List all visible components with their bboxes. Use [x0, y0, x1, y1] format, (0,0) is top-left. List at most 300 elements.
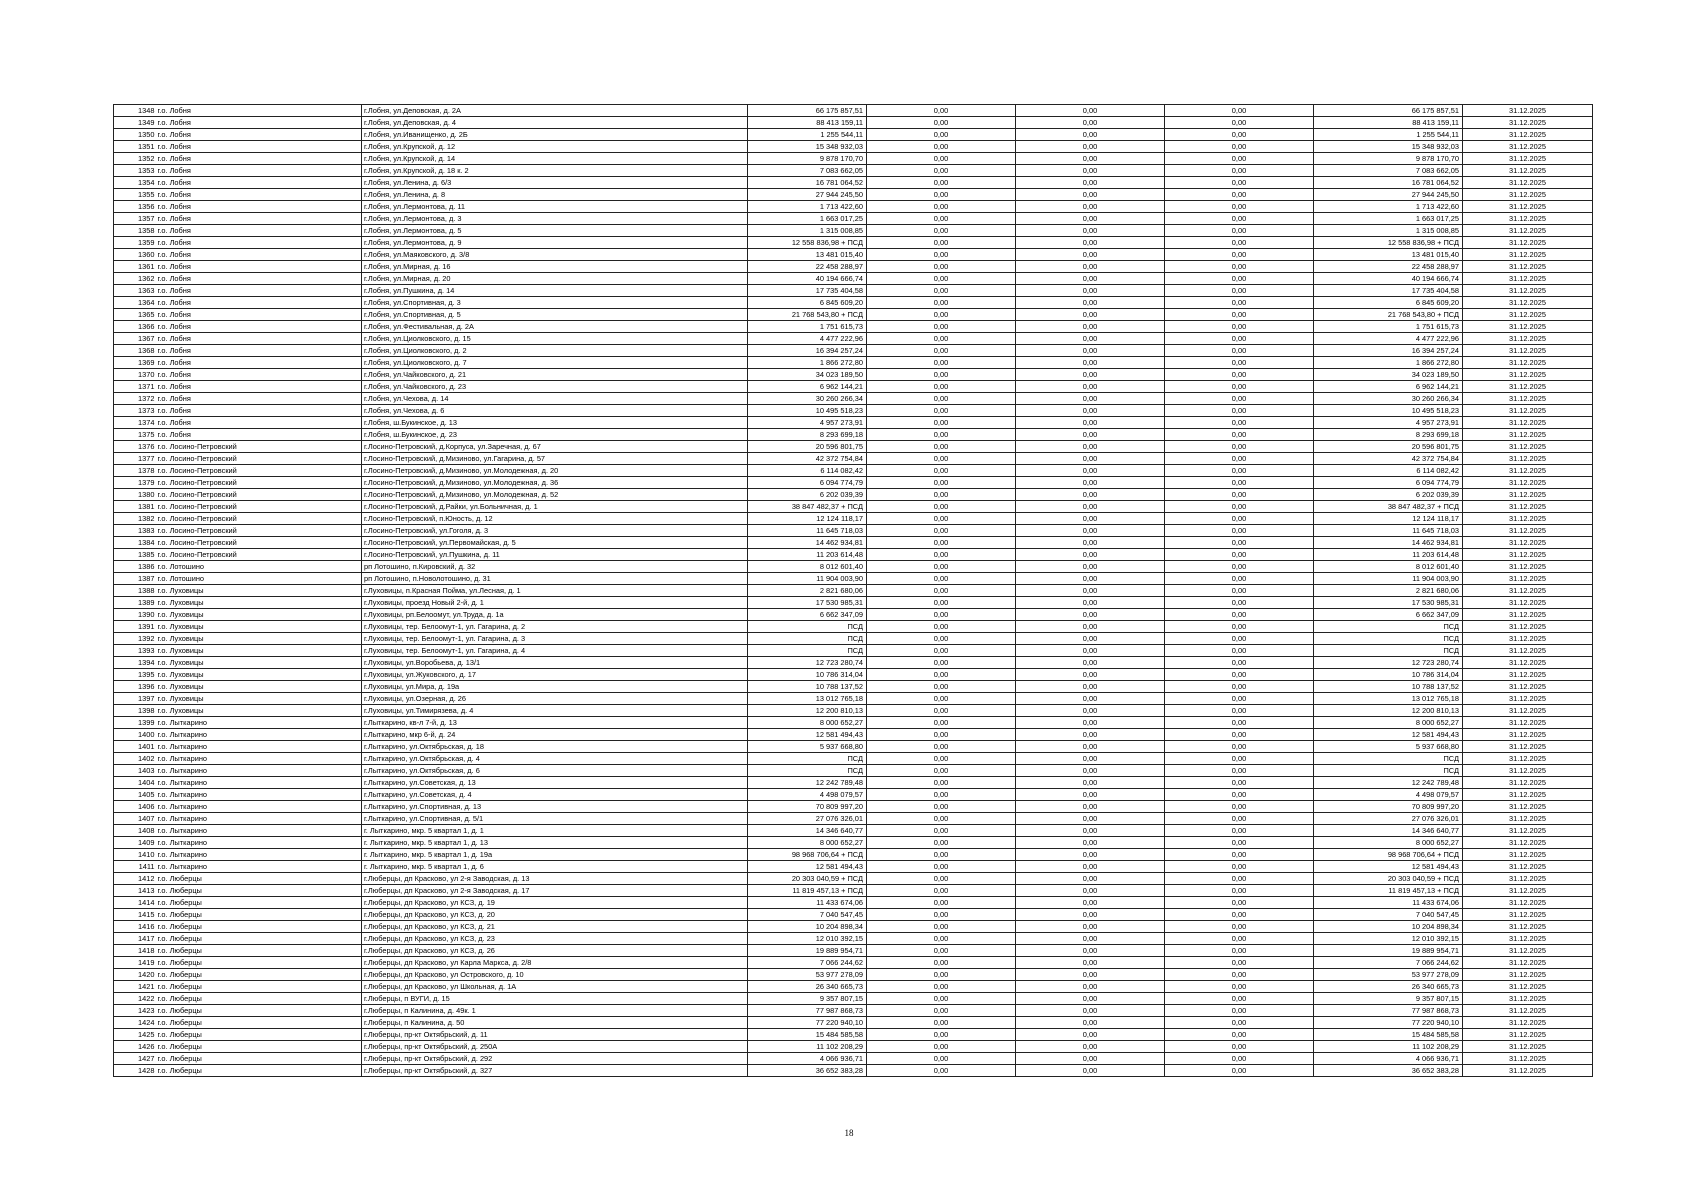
municipality-cell: г.о. Лосино-Петровский — [157, 477, 362, 489]
cost-owners-cell: 10 495 518,23 — [1314, 405, 1463, 417]
address-cell: г.Лыткарино, ул.Октябрьская, д. 18 — [362, 741, 748, 753]
completion-date-cell: 31.12.2025 — [1463, 177, 1593, 189]
cost-local-cell: 0,00 — [1165, 645, 1314, 657]
cost-owners-cell: 40 194 666,74 — [1314, 273, 1463, 285]
cost-federal-cell: 0,00 — [867, 321, 1016, 333]
cost-regional-cell: 0,00 — [1016, 741, 1165, 753]
address-cell: г.Лосино-Петровский, д.Мизиново, ул.Молодежная, д. 20 — [362, 465, 748, 477]
table-row — [114, 117, 1593, 129]
cost-federal-cell: 0,00 — [867, 117, 1016, 129]
row-number-cell: 1410 — [114, 849, 157, 861]
completion-date-cell: 31.12.2025 — [1463, 741, 1593, 753]
municipality-cell: г.о. Люберцы — [157, 921, 362, 933]
cost-federal-cell: 0,00 — [867, 981, 1016, 993]
address-cell: г.Лобня, ул.Ленина, д. 8 — [362, 189, 748, 201]
total-cost-cell: 1 713 422,60 — [748, 201, 867, 213]
row-number-cell: 1417 — [114, 933, 157, 945]
cost-local-cell: 0,00 — [1165, 657, 1314, 669]
total-cost-cell: 77 220 940,10 — [748, 1017, 867, 1029]
municipality-cell: г.о. Лосино-Петровский — [157, 549, 362, 561]
row-number-cell: 1388 — [114, 585, 157, 597]
table-row — [114, 177, 1593, 189]
cost-owners-cell: 30 260 266,34 — [1314, 393, 1463, 405]
total-cost-cell: 16 781 064,52 — [748, 177, 867, 189]
completion-date-cell: 31.12.2025 — [1463, 1041, 1593, 1053]
address-cell: г.Луховицы, рп.Белоомут, ул.Труда, д. 1а — [362, 609, 748, 621]
cost-federal-cell: 0,00 — [867, 357, 1016, 369]
table-row — [114, 693, 1593, 705]
total-cost-cell: 8 012 601,40 — [748, 561, 867, 573]
total-cost-cell: 12 581 494,43 — [748, 861, 867, 873]
table-row — [114, 585, 1593, 597]
address-cell: г.Лосино-Петровский, ул.Первомайская, д. 5 — [362, 537, 748, 549]
cost-local-cell: 0,00 — [1165, 741, 1314, 753]
cost-federal-cell: 0,00 — [867, 681, 1016, 693]
cost-owners-cell: 11 819 457,13 + ПСД — [1314, 885, 1463, 897]
table-row — [114, 237, 1593, 249]
address-cell: г.Люберцы, п Калинина, д. 50 — [362, 1017, 748, 1029]
cost-regional-cell: 0,00 — [1016, 453, 1165, 465]
address-cell: г.Луховицы, ул.Жуковского, д. 17 — [362, 669, 748, 681]
cost-owners-cell: 66 175 857,51 — [1314, 105, 1463, 117]
cost-owners-cell: 1 866 272,80 — [1314, 357, 1463, 369]
cost-local-cell: 0,00 — [1165, 777, 1314, 789]
row-number-cell: 1354 — [114, 177, 157, 189]
cost-local-cell: 0,00 — [1165, 1053, 1314, 1065]
municipality-cell: г.о. Лотошино — [157, 573, 362, 585]
completion-date-cell: 31.12.2025 — [1463, 309, 1593, 321]
table-row — [114, 441, 1593, 453]
address-cell: г.Луховицы, тер. Белоомут-1, ул. Гагарина, д. 2 — [362, 621, 748, 633]
cost-local-cell: 0,00 — [1165, 789, 1314, 801]
cost-local-cell: 0,00 — [1165, 525, 1314, 537]
cost-regional-cell: 0,00 — [1016, 381, 1165, 393]
row-number-cell: 1350 — [114, 129, 157, 141]
address-cell: г.Лосино-Петровский, п.Юность, д. 12 — [362, 513, 748, 525]
table-row — [114, 489, 1593, 501]
row-number-cell: 1400 — [114, 729, 157, 741]
cost-regional-cell: 0,00 — [1016, 885, 1165, 897]
cost-federal-cell: 0,00 — [867, 201, 1016, 213]
address-cell: г.Люберцы, п Калинина, д. 49к. 1 — [362, 1005, 748, 1017]
row-number-cell: 1401 — [114, 741, 157, 753]
row-number-cell: 1397 — [114, 693, 157, 705]
cost-regional-cell: 0,00 — [1016, 213, 1165, 225]
table-row — [114, 645, 1593, 657]
cost-owners-cell: 6 094 774,79 — [1314, 477, 1463, 489]
row-number-cell: 1408 — [114, 825, 157, 837]
total-cost-cell: 1 315 008,85 — [748, 225, 867, 237]
cost-local-cell: 0,00 — [1165, 273, 1314, 285]
repair-schedule-table — [113, 104, 1593, 1077]
cost-owners-cell: 4 498 079,57 — [1314, 789, 1463, 801]
address-cell: г.Лобня, ул.Иванищенко, д. 2Б — [362, 129, 748, 141]
completion-date-cell: 31.12.2025 — [1463, 285, 1593, 297]
cost-federal-cell: 0,00 — [867, 885, 1016, 897]
total-cost-cell: 7 083 662,05 — [748, 165, 867, 177]
completion-date-cell: 31.12.2025 — [1463, 129, 1593, 141]
address-cell: г.Лыткарино, ул.Октябрьская, д. 4 — [362, 753, 748, 765]
address-cell: г.Люберцы, дп Красково, ул КСЗ, д. 19 — [362, 897, 748, 909]
cost-local-cell: 0,00 — [1165, 1065, 1314, 1077]
address-cell: г.Лосино-Петровский, д.Мизиново, ул.Гагарина, д. 57 — [362, 453, 748, 465]
table-row — [114, 825, 1593, 837]
row-number-cell: 1396 — [114, 681, 157, 693]
table-row — [114, 813, 1593, 825]
municipality-cell: г.о. Люберцы — [157, 885, 362, 897]
municipality-cell: г.о. Лобня — [157, 405, 362, 417]
municipality-cell: г.о. Лобня — [157, 357, 362, 369]
row-number-cell: 1395 — [114, 669, 157, 681]
cost-regional-cell: 0,00 — [1016, 237, 1165, 249]
cost-local-cell: 0,00 — [1165, 693, 1314, 705]
cost-federal-cell: 0,00 — [867, 765, 1016, 777]
total-cost-cell: 4 477 222,96 — [748, 333, 867, 345]
municipality-cell: г.о. Лобня — [157, 237, 362, 249]
row-number-cell: 1363 — [114, 285, 157, 297]
completion-date-cell: 31.12.2025 — [1463, 105, 1593, 117]
cost-regional-cell: 0,00 — [1016, 261, 1165, 273]
cost-local-cell: 0,00 — [1165, 549, 1314, 561]
municipality-cell: г.о. Лыткарино — [157, 777, 362, 789]
address-cell: г. Лыткарино, мкр. 5 квартал 1, д. 1 — [362, 825, 748, 837]
completion-date-cell: 31.12.2025 — [1463, 465, 1593, 477]
address-cell: г.Лыткарино, мкр 6-й, д. 24 — [362, 729, 748, 741]
row-number-cell: 1394 — [114, 657, 157, 669]
table-row — [114, 477, 1593, 489]
municipality-cell: г.о. Лобня — [157, 393, 362, 405]
table-row — [114, 681, 1593, 693]
municipality-cell: г.о. Луховицы — [157, 669, 362, 681]
cost-federal-cell: 0,00 — [867, 213, 1016, 225]
completion-date-cell: 31.12.2025 — [1463, 249, 1593, 261]
cost-local-cell: 0,00 — [1165, 897, 1314, 909]
cost-federal-cell: 0,00 — [867, 585, 1016, 597]
cost-federal-cell: 0,00 — [867, 465, 1016, 477]
address-cell: г.Лобня, ул.Крупской, д. 18 к. 2 — [362, 165, 748, 177]
total-cost-cell: 34 023 189,50 — [748, 369, 867, 381]
address-cell: г.Люберцы, п ВУГИ, д. 15 — [362, 993, 748, 1005]
row-number-cell: 1399 — [114, 717, 157, 729]
municipality-cell: г.о. Люберцы — [157, 1065, 362, 1077]
total-cost-cell: 27 076 326,01 — [748, 813, 867, 825]
address-cell: г.Люберцы, пр-кт Октябрьский, д. 250А — [362, 1041, 748, 1053]
table-row — [114, 705, 1593, 717]
cost-owners-cell: 8 012 601,40 — [1314, 561, 1463, 573]
row-number-cell: 1362 — [114, 273, 157, 285]
total-cost-cell: 11 904 003,90 — [748, 573, 867, 585]
completion-date-cell: 31.12.2025 — [1463, 261, 1593, 273]
cost-owners-cell: 11 203 614,48 — [1314, 549, 1463, 561]
municipality-cell: г.о. Люберцы — [157, 1053, 362, 1065]
row-number-cell: 1387 — [114, 573, 157, 585]
table-row — [114, 213, 1593, 225]
completion-date-cell: 31.12.2025 — [1463, 441, 1593, 453]
municipality-cell: г.о. Лыткарино — [157, 765, 362, 777]
cost-regional-cell: 0,00 — [1016, 393, 1165, 405]
table-row — [114, 297, 1593, 309]
row-number-cell: 1414 — [114, 897, 157, 909]
table-row — [114, 465, 1593, 477]
table-row — [114, 897, 1593, 909]
cost-regional-cell: 0,00 — [1016, 429, 1165, 441]
completion-date-cell: 31.12.2025 — [1463, 753, 1593, 765]
completion-date-cell: 31.12.2025 — [1463, 237, 1593, 249]
table-row — [114, 417, 1593, 429]
cost-owners-cell: 6 202 039,39 — [1314, 489, 1463, 501]
completion-date-cell: 31.12.2025 — [1463, 357, 1593, 369]
row-number-cell: 1351 — [114, 141, 157, 153]
cost-regional-cell: 0,00 — [1016, 1053, 1165, 1065]
total-cost-cell: 98 968 706,64 + ПСД — [748, 849, 867, 861]
cost-owners-cell: 12 723 280,74 — [1314, 657, 1463, 669]
cost-local-cell: 0,00 — [1165, 129, 1314, 141]
cost-owners-cell: 22 458 288,97 — [1314, 261, 1463, 273]
cost-federal-cell: 0,00 — [867, 969, 1016, 981]
cost-federal-cell: 0,00 — [867, 741, 1016, 753]
total-cost-cell: 12 581 494,43 — [748, 729, 867, 741]
cost-local-cell: 0,00 — [1165, 993, 1314, 1005]
total-cost-cell: 8 293 699,18 — [748, 429, 867, 441]
table-row — [114, 1041, 1593, 1053]
completion-date-cell: 31.12.2025 — [1463, 813, 1593, 825]
municipality-cell: г.о. Люберцы — [157, 1017, 362, 1029]
table-row — [114, 369, 1593, 381]
address-cell: г.Луховицы, тер. Белоомут-1, ул. Гагарина, д. 3 — [362, 633, 748, 645]
cost-federal-cell: 0,00 — [867, 537, 1016, 549]
cost-local-cell: 0,00 — [1165, 597, 1314, 609]
cost-regional-cell: 0,00 — [1016, 909, 1165, 921]
total-cost-cell: 22 458 288,97 — [748, 261, 867, 273]
table-row — [114, 429, 1593, 441]
completion-date-cell: 31.12.2025 — [1463, 381, 1593, 393]
row-number-cell: 1372 — [114, 393, 157, 405]
address-cell: г.Лобня, ул.Лермонтова, д. 3 — [362, 213, 748, 225]
cost-federal-cell: 0,00 — [867, 873, 1016, 885]
page-number: 18 — [844, 1128, 854, 1138]
cost-federal-cell: 0,00 — [867, 777, 1016, 789]
completion-date-cell: 31.12.2025 — [1463, 729, 1593, 741]
address-cell: г.Лобня, ул.Деповская, д. 2А — [362, 105, 748, 117]
cost-regional-cell: 0,00 — [1016, 621, 1165, 633]
cost-owners-cell: 26 340 665,73 — [1314, 981, 1463, 993]
cost-regional-cell: 0,00 — [1016, 129, 1165, 141]
cost-local-cell: 0,00 — [1165, 885, 1314, 897]
completion-date-cell: 31.12.2025 — [1463, 1029, 1593, 1041]
completion-date-cell: 31.12.2025 — [1463, 585, 1593, 597]
row-number-cell: 1374 — [114, 417, 157, 429]
total-cost-cell: 77 987 868,73 — [748, 1005, 867, 1017]
row-number-cell: 1402 — [114, 753, 157, 765]
cost-owners-cell: 21 768 543,80 + ПСД — [1314, 309, 1463, 321]
table-row — [114, 789, 1593, 801]
cost-local-cell: 0,00 — [1165, 489, 1314, 501]
cost-regional-cell: 0,00 — [1016, 537, 1165, 549]
table-row — [114, 969, 1593, 981]
address-cell: г.Лосино-Петровский, ул.Гоголя, д. 3 — [362, 525, 748, 537]
cost-federal-cell: 0,00 — [867, 309, 1016, 321]
address-cell: г.Люберцы, дп Красково, ул КСЗ, д. 26 — [362, 945, 748, 957]
cost-owners-cell: 14 346 640,77 — [1314, 825, 1463, 837]
cost-local-cell: 0,00 — [1165, 729, 1314, 741]
cost-local-cell: 0,00 — [1165, 981, 1314, 993]
cost-owners-cell: 1 255 544,11 — [1314, 129, 1463, 141]
total-cost-cell: 19 889 954,71 — [748, 945, 867, 957]
municipality-cell: г.о. Лосино-Петровский — [157, 441, 362, 453]
table-row — [114, 657, 1593, 669]
row-number-cell: 1404 — [114, 777, 157, 789]
cost-owners-cell: 6 845 609,20 — [1314, 297, 1463, 309]
row-number-cell: 1419 — [114, 957, 157, 969]
table-row — [114, 909, 1593, 921]
table-row — [114, 189, 1593, 201]
table-row — [114, 873, 1593, 885]
cost-owners-cell: 15 348 932,03 — [1314, 141, 1463, 153]
cost-owners-cell: 98 968 706,64 + ПСД — [1314, 849, 1463, 861]
address-cell: г.Люберцы, пр-кт Октябрьский, д. 11 — [362, 1029, 748, 1041]
completion-date-cell: 31.12.2025 — [1463, 1053, 1593, 1065]
row-number-cell: 1360 — [114, 249, 157, 261]
cost-local-cell: 0,00 — [1165, 345, 1314, 357]
cost-regional-cell: 0,00 — [1016, 921, 1165, 933]
address-cell: рп Лотошино, п.Новолотошино, д. 31 — [362, 573, 748, 585]
cost-owners-cell: 1 315 008,85 — [1314, 225, 1463, 237]
table-row — [114, 573, 1593, 585]
address-cell: г.Лыткарино, ул.Советская, д. 4 — [362, 789, 748, 801]
completion-date-cell: 31.12.2025 — [1463, 429, 1593, 441]
municipality-cell: г.о. Люберцы — [157, 1041, 362, 1053]
cost-federal-cell: 0,00 — [867, 753, 1016, 765]
cost-owners-cell: 12 558 836,98 + ПСД — [1314, 237, 1463, 249]
completion-date-cell: 31.12.2025 — [1463, 993, 1593, 1005]
municipality-cell: г.о. Лобня — [157, 141, 362, 153]
total-cost-cell: 10 495 518,23 — [748, 405, 867, 417]
table-row — [114, 885, 1593, 897]
cost-local-cell: 0,00 — [1165, 225, 1314, 237]
municipality-cell: г.о. Луховицы — [157, 657, 362, 669]
total-cost-cell: 36 652 383,28 — [748, 1065, 867, 1077]
total-cost-cell: 40 194 666,74 — [748, 273, 867, 285]
cost-federal-cell: 0,00 — [867, 285, 1016, 297]
address-cell: г. Лыткарино, мкр. 5 квартал 1, д. 6 — [362, 861, 748, 873]
cost-regional-cell: 0,00 — [1016, 309, 1165, 321]
municipality-cell: г.о. Лосино-Петровский — [157, 453, 362, 465]
cost-owners-cell: 7 066 244,62 — [1314, 957, 1463, 969]
row-number-cell: 1386 — [114, 561, 157, 573]
total-cost-cell: 53 977 278,09 — [748, 969, 867, 981]
cost-regional-cell: 0,00 — [1016, 489, 1165, 501]
table-row — [114, 729, 1593, 741]
address-cell: г.Люберцы, дп Красково, ул Островского, д. 10 — [362, 969, 748, 981]
table-row — [114, 741, 1593, 753]
completion-date-cell: 31.12.2025 — [1463, 153, 1593, 165]
cost-owners-cell: 5 937 668,80 — [1314, 741, 1463, 753]
cost-owners-cell: 42 372 754,84 — [1314, 453, 1463, 465]
cost-owners-cell: 4 477 222,96 — [1314, 333, 1463, 345]
cost-local-cell: 0,00 — [1165, 165, 1314, 177]
cost-regional-cell: 0,00 — [1016, 1029, 1165, 1041]
total-cost-cell: 2 821 680,06 — [748, 585, 867, 597]
address-cell: рп Лотошино, п.Кировский, д. 32 — [362, 561, 748, 573]
municipality-cell: г.о. Лосино-Петровский — [157, 525, 362, 537]
cost-regional-cell: 0,00 — [1016, 141, 1165, 153]
municipality-cell: г.о. Лыткарино — [157, 849, 362, 861]
completion-date-cell: 31.12.2025 — [1463, 921, 1593, 933]
cost-federal-cell: 0,00 — [867, 1029, 1016, 1041]
completion-date-cell: 31.12.2025 — [1463, 405, 1593, 417]
row-number-cell: 1369 — [114, 357, 157, 369]
completion-date-cell: 31.12.2025 — [1463, 597, 1593, 609]
address-cell: г.Луховицы, ул.Воробьева, д. 13/1 — [362, 657, 748, 669]
cost-local-cell: 0,00 — [1165, 537, 1314, 549]
table-row — [114, 669, 1593, 681]
cost-owners-cell: 77 220 940,10 — [1314, 1017, 1463, 1029]
address-cell: г.Лобня, ул.Циолковского, д. 7 — [362, 357, 748, 369]
cost-owners-cell: 2 821 680,06 — [1314, 585, 1463, 597]
total-cost-cell: 4 498 079,57 — [748, 789, 867, 801]
cost-federal-cell: 0,00 — [867, 369, 1016, 381]
address-cell: г.Лыткарино, ул.Спортивная, д. 13 — [362, 801, 748, 813]
cost-federal-cell: 0,00 — [867, 297, 1016, 309]
total-cost-cell: 12 200 810,13 — [748, 705, 867, 717]
row-number-cell: 1428 — [114, 1065, 157, 1077]
cost-owners-cell: 11 433 674,06 — [1314, 897, 1463, 909]
municipality-cell: г.о. Лыткарино — [157, 789, 362, 801]
table-row — [114, 309, 1593, 321]
municipality-cell: г.о. Лобня — [157, 333, 362, 345]
table-row — [114, 1029, 1593, 1041]
address-cell: г.Луховицы, проезд Новый 2-й, д. 1 — [362, 597, 748, 609]
address-cell: г.Лобня, ул.Мирная, д. 16 — [362, 261, 748, 273]
address-cell: г.Люберцы, пр-кт Октябрьский, д. 292 — [362, 1053, 748, 1065]
cost-owners-cell: ПСД — [1314, 621, 1463, 633]
cost-owners-cell: 38 847 482,37 + ПСД — [1314, 501, 1463, 513]
cost-local-cell: 0,00 — [1165, 681, 1314, 693]
completion-date-cell: 31.12.2025 — [1463, 501, 1593, 513]
completion-date-cell: 31.12.2025 — [1463, 189, 1593, 201]
cost-owners-cell: 4 957 273,91 — [1314, 417, 1463, 429]
municipality-cell: г.о. Лыткарино — [157, 825, 362, 837]
cost-owners-cell: 12 124 118,17 — [1314, 513, 1463, 525]
row-number-cell: 1370 — [114, 369, 157, 381]
completion-date-cell: 31.12.2025 — [1463, 345, 1593, 357]
row-number-cell: 1426 — [114, 1041, 157, 1053]
cost-owners-cell: 8 000 652,27 — [1314, 837, 1463, 849]
cost-regional-cell: 0,00 — [1016, 1017, 1165, 1029]
table-row — [114, 525, 1593, 537]
cost-local-cell: 0,00 — [1165, 381, 1314, 393]
cost-regional-cell: 0,00 — [1016, 957, 1165, 969]
row-number-cell: 1424 — [114, 1017, 157, 1029]
cost-regional-cell: 0,00 — [1016, 669, 1165, 681]
municipality-cell: г.о. Лобня — [157, 273, 362, 285]
address-cell: г.Лобня, ул.Циолковского, д. 15 — [362, 333, 748, 345]
cost-federal-cell: 0,00 — [867, 237, 1016, 249]
row-number-cell: 1373 — [114, 405, 157, 417]
cost-regional-cell: 0,00 — [1016, 333, 1165, 345]
municipality-cell: г.о. Лобня — [157, 345, 362, 357]
cost-federal-cell: 0,00 — [867, 705, 1016, 717]
table-row — [114, 513, 1593, 525]
cost-local-cell: 0,00 — [1165, 333, 1314, 345]
address-cell: г.Луховицы, тер. Белоомут-1, ул. Гагарина, д. 4 — [362, 645, 748, 657]
cost-federal-cell: 0,00 — [867, 273, 1016, 285]
completion-date-cell: 31.12.2025 — [1463, 369, 1593, 381]
address-cell: г.Лосино-Петровский, д.Корпуса, ул.Заречная, д. 67 — [362, 441, 748, 453]
address-cell: г.Лобня, ул.Лермонтова, д. 5 — [362, 225, 748, 237]
table-row — [114, 153, 1593, 165]
municipality-cell: г.о. Люберцы — [157, 981, 362, 993]
